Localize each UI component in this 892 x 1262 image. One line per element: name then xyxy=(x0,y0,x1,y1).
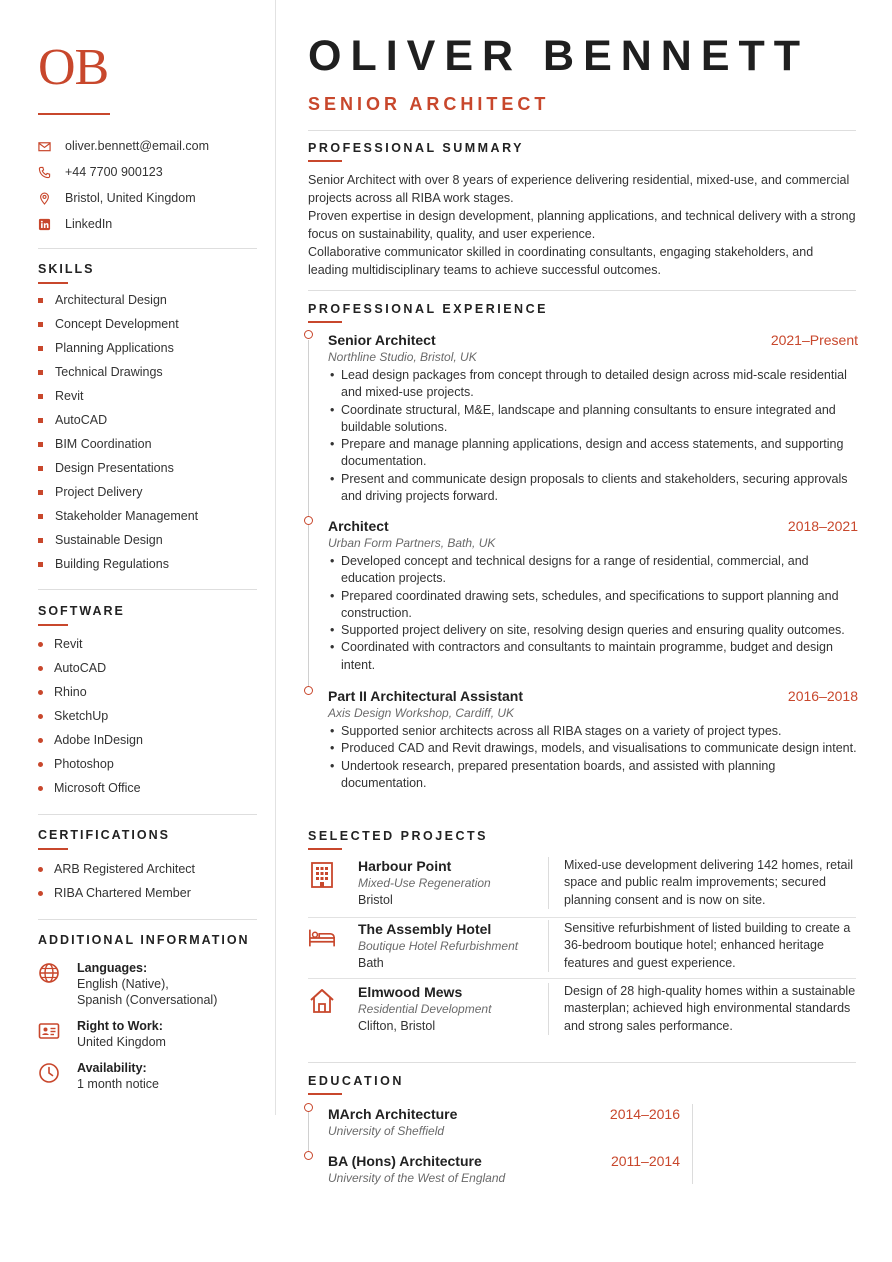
project-name: Elmwood Mews xyxy=(358,984,463,1000)
list-item xyxy=(38,384,258,408)
certifications-list xyxy=(38,857,258,905)
bullet-item: • Lead design packages from concept through to detailed design across mid-scale residential and mixed-use projects. xyxy=(328,367,858,402)
experience-timeline-line xyxy=(308,340,309,690)
list-item xyxy=(38,680,258,704)
bed-icon xyxy=(308,924,336,952)
languages-value: English (Native), xyxy=(77,977,169,991)
project-info xyxy=(358,983,549,1035)
list-item xyxy=(38,312,258,336)
software-text: AutoCAD xyxy=(54,661,107,675)
project-row xyxy=(308,920,856,972)
list-item xyxy=(38,408,258,432)
project-type: Mixed-Use Regeneration xyxy=(358,876,491,890)
project-description: Mixed-use development delivering 142 homes, retail space and public realm improvements; secured planning consent and is now on site. xyxy=(564,858,854,907)
skill-text: Building Regulations xyxy=(55,557,169,571)
job-date: 2018–2021 xyxy=(787,518,858,534)
timeline-dot-icon xyxy=(304,686,313,695)
list-item xyxy=(38,632,258,656)
contact-linkedin[interactable] xyxy=(38,211,258,237)
education-entry xyxy=(328,1152,680,1186)
skill-text: Sustainable Design xyxy=(55,533,163,547)
software-text: Adobe InDesign xyxy=(54,733,143,747)
project-info xyxy=(358,857,549,909)
project-row xyxy=(308,857,856,909)
languages-value: Spanish (Conversational) xyxy=(77,993,218,1007)
certifications-heading: CERTIFICATIONS xyxy=(38,828,170,842)
skill-text: BIM Coordination xyxy=(55,437,152,451)
project-type: Boutique Hotel Refurbishment xyxy=(358,939,519,953)
project-type: Residential Development xyxy=(358,1002,492,1016)
phone-text: +44 7700 900123 xyxy=(65,165,163,179)
email-text: oliver.bennett@email.com xyxy=(65,139,210,153)
divider xyxy=(38,589,257,590)
heading-underline xyxy=(308,160,342,162)
skill-text: Project Delivery xyxy=(55,485,143,499)
list-item xyxy=(38,456,258,480)
project-name: Harbour Point xyxy=(358,858,452,874)
list-item xyxy=(38,432,258,456)
project-name: The Assembly Hotel xyxy=(358,921,492,937)
list-item xyxy=(38,480,258,504)
project-icon-cell xyxy=(308,983,358,1035)
right-to-work-item xyxy=(38,1018,268,1050)
degree-date: 2011–2014 xyxy=(610,1153,680,1169)
bullet-item: • Prepared coordinated drawing sets, schedules, and specifications to support planning and construction. xyxy=(328,588,858,623)
projects-heading: SELECTED PROJECTS xyxy=(308,829,489,843)
square-bullet-icon xyxy=(38,298,43,303)
education-heading: EDUCATION xyxy=(308,1074,404,1088)
monogram-underline xyxy=(38,113,110,115)
job-bullets xyxy=(328,723,858,792)
job-title: Part II Architectural Assistant xyxy=(328,688,524,704)
list-item xyxy=(38,728,258,752)
skills-heading: SKILLS xyxy=(38,262,95,276)
contact-list xyxy=(38,133,258,237)
degree-title: BA (Hons) Architecture xyxy=(328,1153,482,1169)
dot-bullet-icon xyxy=(38,642,43,647)
list-item xyxy=(38,336,258,360)
list-item xyxy=(38,857,258,881)
contact-phone[interactable] xyxy=(38,159,258,185)
right-to-work-label: Right to Work: xyxy=(77,1019,163,1033)
phone-icon xyxy=(38,166,51,179)
building-icon xyxy=(308,861,336,889)
square-bullet-icon xyxy=(38,346,43,351)
bullet-item: • Developed concept and technical designs for a range of residential, commercial, and education projects. xyxy=(328,553,858,588)
square-bullet-icon xyxy=(38,442,43,447)
skill-text: Concept Development xyxy=(55,317,179,331)
house-icon xyxy=(308,987,336,1015)
clock-icon xyxy=(38,1062,60,1084)
job-entry xyxy=(328,331,858,505)
languages-label: Languages: xyxy=(77,961,148,975)
summary-heading: PROFESSIONAL SUMMARY xyxy=(308,141,524,155)
dot-bullet-icon xyxy=(38,738,43,743)
project-location: Bath xyxy=(358,956,384,970)
project-location: Bristol xyxy=(358,893,393,907)
certification-text: ARB Registered Architect xyxy=(54,862,196,876)
list-item xyxy=(38,504,258,528)
software-text: Microsoft Office xyxy=(54,781,141,795)
job-bullets xyxy=(328,553,858,674)
list-item xyxy=(38,752,258,776)
dot-bullet-icon xyxy=(38,891,43,896)
job-organization: Axis Design Workshop, Cardiff, UK xyxy=(328,706,515,720)
additional-info-list xyxy=(38,960,268,1102)
list-item xyxy=(38,552,258,576)
skill-text: Stakeholder Management xyxy=(55,509,199,523)
heading-underline xyxy=(38,848,68,850)
contact-email[interactable] xyxy=(38,133,258,159)
job-title: Architect xyxy=(328,518,389,534)
software-list xyxy=(38,632,258,800)
additional-info-heading: ADDITIONAL INFORMATION xyxy=(38,933,250,947)
divider xyxy=(38,919,257,920)
dot-bullet-icon xyxy=(38,867,43,872)
job-entry xyxy=(328,687,858,792)
linkedin-text: LinkedIn xyxy=(65,217,113,231)
divider xyxy=(308,1062,856,1063)
sidebar xyxy=(0,0,276,1115)
job-title: Senior Architect xyxy=(328,332,436,348)
dot-bullet-icon xyxy=(38,666,43,671)
candidate-name: OLIVER BENNETT xyxy=(308,32,810,80)
list-item xyxy=(38,704,258,728)
divider xyxy=(308,978,856,979)
degree-institution: University of the West of England xyxy=(328,1171,506,1185)
heading-underline xyxy=(308,848,342,850)
list-item xyxy=(38,288,258,312)
heading-underline xyxy=(38,282,68,284)
job-organization: Urban Form Partners, Bath, UK xyxy=(328,536,496,550)
software-text: SketchUp xyxy=(54,709,109,723)
project-description: Design of 28 high-quality homes within a sustainable masterplan; achieved high environmental standards and strong sales performance. xyxy=(564,984,856,1033)
id-card-icon xyxy=(38,1020,60,1042)
square-bullet-icon xyxy=(38,538,43,543)
availability-item xyxy=(38,1060,268,1092)
globe-icon xyxy=(38,962,60,984)
job-organization: Northline Studio, Bristol, UK xyxy=(328,350,477,364)
skill-text: Architectural Design xyxy=(55,293,167,307)
square-bullet-icon xyxy=(38,466,43,471)
dot-bullet-icon xyxy=(38,762,43,767)
list-item xyxy=(38,881,258,905)
linkedin-icon xyxy=(38,218,51,231)
project-icon-cell xyxy=(308,857,358,909)
square-bullet-icon xyxy=(38,514,43,519)
timeline-dot-icon xyxy=(304,1103,313,1112)
square-bullet-icon xyxy=(38,562,43,567)
summary-text xyxy=(308,171,856,279)
project-info xyxy=(358,920,549,972)
bullet-item: • Produced CAD and Revit drawings, models, and visualisations to communicate design intent. xyxy=(328,740,858,757)
monogram: OB xyxy=(38,39,109,96)
divider xyxy=(38,814,257,815)
dot-bullet-icon xyxy=(38,690,43,695)
availability-value: 1 month notice xyxy=(77,1077,159,1091)
list-item xyxy=(38,656,258,680)
job-bullets xyxy=(328,367,858,505)
dot-bullet-icon xyxy=(38,714,43,719)
skill-text: Technical Drawings xyxy=(55,365,163,379)
bullet-item: • Supported project delivery on site, resolving design queries and ensuring quality outcomes. xyxy=(328,622,858,639)
divider xyxy=(308,130,856,131)
job-date: 2016–2018 xyxy=(787,688,858,704)
skill-text: Revit xyxy=(55,389,84,403)
languages-item xyxy=(38,960,268,1008)
software-text: Photoshop xyxy=(54,757,114,771)
dot-bullet-icon xyxy=(38,786,43,791)
software-heading: SOFTWARE xyxy=(38,604,125,618)
square-bullet-icon xyxy=(38,418,43,423)
divider xyxy=(308,917,856,918)
timeline-dot-icon xyxy=(304,516,313,525)
project-icon-cell xyxy=(308,920,358,972)
square-bullet-icon xyxy=(38,394,43,399)
summary-paragraph: Senior Architect with over 8 years of experience delivering residential, mixed-use, and commercial projects across all RIBA work stages. xyxy=(308,173,850,205)
skills-list xyxy=(38,288,258,576)
project-row xyxy=(308,983,856,1035)
job-entry xyxy=(328,517,858,674)
skill-text: Design Presentations xyxy=(55,461,174,475)
contact-location xyxy=(38,185,258,211)
list-item xyxy=(38,360,258,384)
education-entry xyxy=(328,1105,680,1139)
square-bullet-icon xyxy=(38,322,43,327)
list-item xyxy=(38,776,258,800)
divider xyxy=(38,248,257,249)
square-bullet-icon xyxy=(38,370,43,375)
heading-underline xyxy=(308,321,342,323)
skill-text: AutoCAD xyxy=(55,413,108,427)
degree-institution: University of Sheffield xyxy=(328,1124,445,1138)
project-description: Sensitive refurbishment of listed building to create a 36-bedroom boutique hotel; enhanced heritage features and guest experience. xyxy=(564,921,851,970)
education-divider xyxy=(692,1104,693,1184)
summary-paragraph: Proven expertise in design development, planning applications, and technical delivery with a strong focus on sustainability, quality, and user experience. xyxy=(308,209,856,241)
timeline-dot-icon xyxy=(304,330,313,339)
software-text: Rhino xyxy=(54,685,87,699)
heading-underline xyxy=(38,624,68,626)
availability-label: Availability: xyxy=(77,1061,147,1075)
bullet-item: • Present and communicate design proposals to clients and stakeholders, securing approvals and driving projects forward. xyxy=(328,471,858,506)
experience-heading: PROFESSIONAL EXPERIENCE xyxy=(308,302,548,316)
location-pin-icon xyxy=(38,192,51,205)
bullet-item: • Supported senior architects across all RIBA stages on a variety of project types. xyxy=(328,723,858,740)
list-item xyxy=(38,528,258,552)
job-date: 2021–Present xyxy=(770,332,858,348)
timeline-dot-icon xyxy=(304,1151,313,1160)
bullet-item: • Coordinate structural, M&E, landscape and planning consultants to ensure integrated and buildable solutions. xyxy=(328,402,858,437)
project-location: Clifton, Bristol xyxy=(358,1019,436,1033)
certification-text: RIBA Chartered Member xyxy=(54,886,191,900)
square-bullet-icon xyxy=(38,490,43,495)
location-text: Bristol, United Kingdom xyxy=(65,191,196,205)
candidate-role: SENIOR ARCHITECT xyxy=(308,94,550,114)
heading-underline xyxy=(308,1093,342,1095)
mail-icon xyxy=(38,140,51,153)
degree-title: MArch Architecture xyxy=(328,1106,458,1122)
degree-date: 2014–2016 xyxy=(609,1106,680,1122)
bullet-item: • Coordinated with contractors and consultants to maintain programme, budget and design intent. xyxy=(328,639,858,674)
divider xyxy=(308,290,856,291)
right-to-work-value: United Kingdom xyxy=(77,1035,166,1049)
bullet-item: • Undertook research, prepared presentation boards, and assisted with planning documentation. xyxy=(328,758,858,793)
summary-paragraph: Collaborative communicator skilled in coordinating consultants, engaging stakeholders, and leading multidisciplinary teams to achieve successful outcomes. xyxy=(308,245,814,277)
skill-text: Planning Applications xyxy=(55,341,174,355)
bullet-item: • Prepare and manage planning applications, design and access statements, and supporting documentation. xyxy=(328,436,858,471)
software-text: Revit xyxy=(54,637,83,651)
